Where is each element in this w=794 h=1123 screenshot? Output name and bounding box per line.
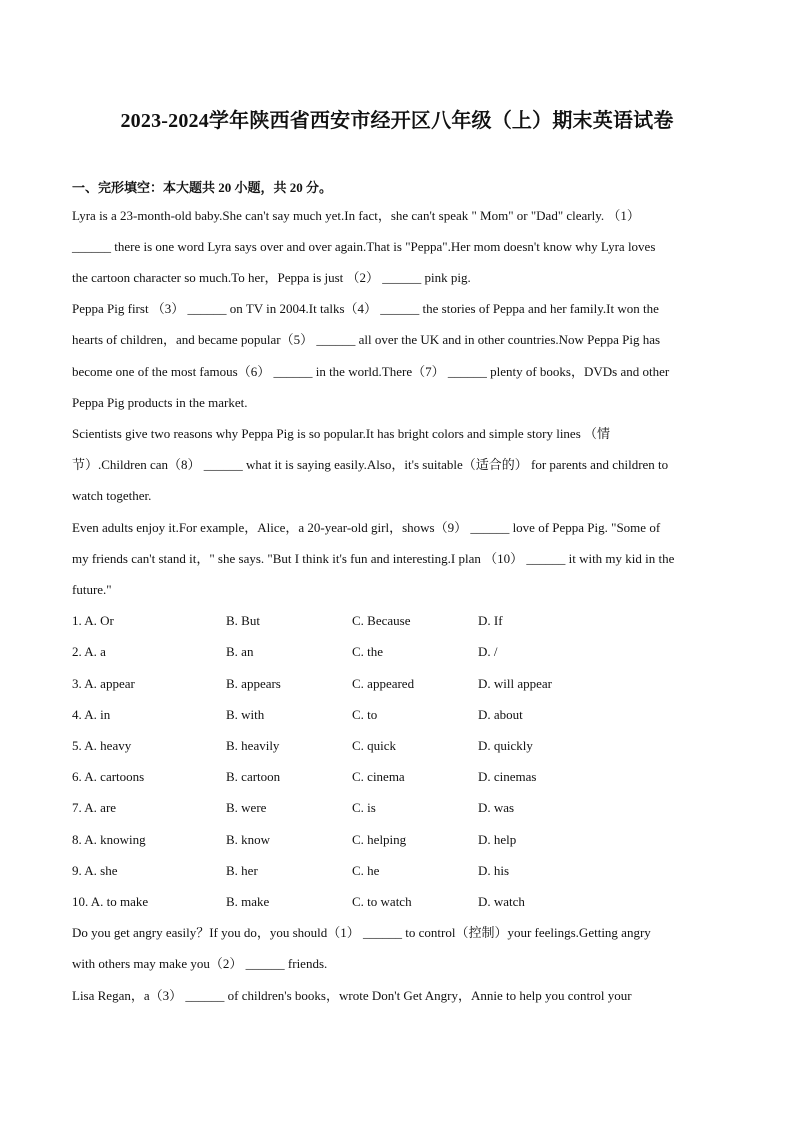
passage-line: Do you get angry easily？If you do，you should（1） ______ to control（控制）your feelings.Getting angry xyxy=(72,925,651,940)
option-b: B. her xyxy=(226,863,258,878)
option-b: B. with xyxy=(226,707,265,722)
option-b: B. cartoon xyxy=(226,769,281,784)
option-c: C. he xyxy=(352,863,380,878)
passage-line: ______ there is one word Lyra says over and over again.That is "Peppa".Her mom doesn't know why Lyra loves xyxy=(72,239,656,254)
option-b: B. make xyxy=(226,894,270,909)
option-d: D. / xyxy=(478,644,498,659)
option-c: C. to watch xyxy=(352,894,412,909)
option-d: D. If xyxy=(478,613,503,628)
option-b: B. heavily xyxy=(226,738,280,753)
option-d: D. was xyxy=(478,800,515,815)
option-c: C. to xyxy=(352,707,378,722)
option-a: 9. A. she xyxy=(72,863,118,878)
passage-line: Peppa Pig first （3） ______ on TV in 2004.It talks（4） ______ the stories of Peppa and her family.It won the xyxy=(72,301,659,316)
option-a: 5. A. heavy xyxy=(72,738,132,753)
option-c: C. appeared xyxy=(352,676,415,691)
passage-line: the cartoon character so much.To her，Peppa is just （2） ______ pink pig. xyxy=(72,270,471,285)
option-d: D. about xyxy=(478,707,523,722)
passage-line: hearts of children，and became popular（5） ______ all over the UK and in other countries.Now Peppa Pig has xyxy=(72,332,661,347)
section-heading: 一、完形填空：本大题共 20 小题，共 20 分。 xyxy=(72,180,333,195)
passage-line: Peppa Pig products in the market. xyxy=(72,395,248,410)
option-d: D. help xyxy=(478,832,517,847)
option-a: 4. A. in xyxy=(72,707,111,722)
exam-title: 2023-2024学年陕西省西安市经开区八年级（上）期末英语试卷 xyxy=(120,110,674,132)
option-c: C. the xyxy=(352,644,384,659)
passage-line: watch together. xyxy=(72,488,152,503)
passage-line: my friends can't stand it，" she says. "But I think it's fun and interesting.I plan （10） ______ it with my kid in the xyxy=(72,551,675,566)
option-b: B. an xyxy=(226,644,254,659)
option-a: 10. A. to make xyxy=(72,894,149,909)
option-a: 8. A. knowing xyxy=(72,832,146,847)
option-d: D. quickly xyxy=(478,738,533,753)
passage-line: with others may make you（2） ______ friends. xyxy=(72,956,328,971)
passage-line: Lyra is a 23-month-old baby.She can't say much yet.In fact，she can't speak " Mom" or "Dad" clearly. （1） xyxy=(72,208,640,223)
passage-line: Scientists give two reasons why Peppa Pig is so popular.It has bright colors and simple story lines （情 xyxy=(72,426,611,441)
passage-line: become one of the most famous（6） ______ in the world.There（7） ______ plenty of books，DVDs and other xyxy=(72,364,670,379)
passage-line: future." xyxy=(72,582,112,597)
option-b: B. But xyxy=(226,613,260,628)
option-b: B. appears xyxy=(226,676,281,691)
option-c: C. is xyxy=(352,800,376,815)
option-c: C. cinema xyxy=(352,769,405,784)
option-d: D. will appear xyxy=(478,676,553,691)
option-c: C. helping xyxy=(352,832,407,847)
passage-line: Lisa Regan，a（3） ______ of children's books，wrote Don't Get Angry，Annie to help you control your xyxy=(72,988,632,1003)
option-a: 1. A. Or xyxy=(72,613,114,628)
option-c: C. Because xyxy=(352,613,411,628)
option-a: 6. A. cartoons xyxy=(72,769,145,784)
option-b: B. know xyxy=(226,832,271,847)
passage-line: Even adults enjoy it.For example，Alice，a 20-year-old girl，shows（9） ______ love of Peppa Pig. "Some of xyxy=(72,520,661,535)
option-d: D. his xyxy=(478,863,510,878)
option-b: B. were xyxy=(226,800,267,815)
option-a: 3. A. appear xyxy=(72,676,135,691)
option-d: D. watch xyxy=(478,894,525,909)
passage-line: 节）.Children can（8） ______ what it is saying easily.Also，it's suitable（适合的） for parents and children to xyxy=(72,457,669,472)
option-c: C. quick xyxy=(352,738,397,753)
option-d: D. cinemas xyxy=(478,769,537,784)
option-a: 2. A. a xyxy=(72,644,106,659)
option-a: 7. A. are xyxy=(72,800,117,815)
